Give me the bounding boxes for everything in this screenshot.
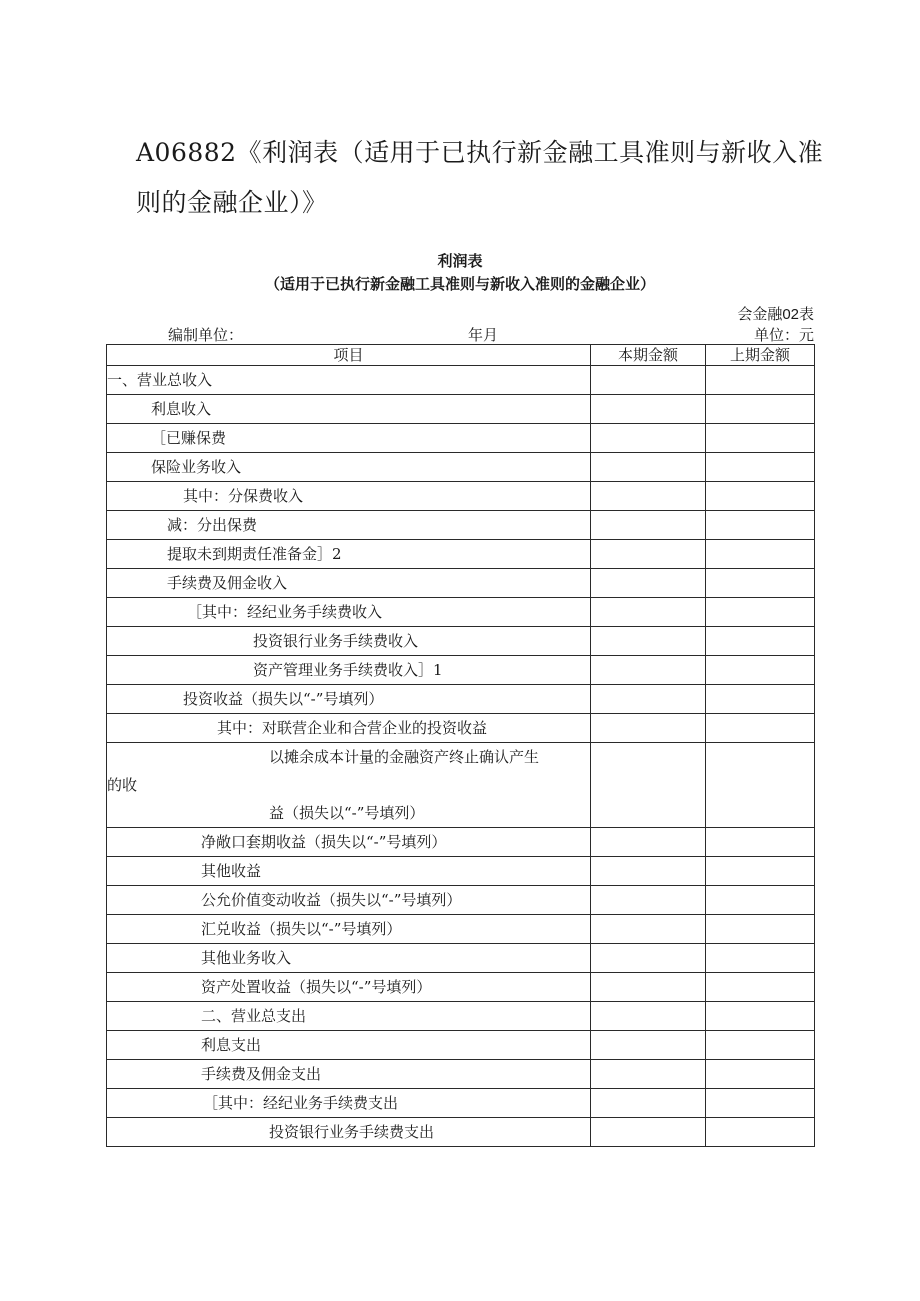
row-previous-amount[interactable]	[706, 857, 815, 886]
row-item: 投资银行业务手续费支出	[107, 1118, 591, 1147]
row-current-amount[interactable]	[591, 627, 706, 656]
row-item: 净敞口套期收益（损失以“-”号填列）	[107, 828, 591, 857]
row-item: 其他收益	[107, 857, 591, 886]
statement-subtitle: （适用于已执行新金融工具准则与新收入准则的金融企业）	[264, 275, 655, 293]
row-current-amount[interactable]	[591, 973, 706, 1002]
row-current-amount[interactable]	[591, 1089, 706, 1118]
row-previous-amount[interactable]	[706, 656, 815, 685]
row-previous-amount[interactable]	[706, 685, 815, 714]
row-previous-amount[interactable]	[706, 828, 815, 857]
table-row	[107, 569, 815, 598]
row-current-amount[interactable]	[591, 656, 706, 685]
row-item: ［其中：经纪业务手续费支出	[107, 1089, 591, 1118]
row-item: 其中：分保费收入	[107, 482, 591, 511]
row-previous-amount[interactable]	[706, 1060, 815, 1089]
row-current-amount[interactable]	[591, 1002, 706, 1031]
header-current-amount: 本期金额	[591, 345, 706, 366]
table-row	[107, 1089, 815, 1118]
row-current-amount[interactable]	[591, 915, 706, 944]
table-row	[107, 627, 815, 656]
table-row	[107, 973, 815, 1002]
period-label: 年月	[468, 326, 499, 344]
table-row	[107, 685, 815, 714]
table-row	[107, 714, 815, 743]
row-item: 二、营业总支出	[107, 1002, 591, 1031]
row-item: 减：分出保费	[107, 511, 591, 540]
row-previous-amount[interactable]	[706, 743, 815, 828]
table-row	[107, 424, 815, 453]
row-previous-amount[interactable]	[706, 569, 815, 598]
row-item-line: 以摊余成本计量的金融资产终止确认产生	[269, 748, 540, 766]
row-previous-amount[interactable]	[706, 915, 815, 944]
row-current-amount[interactable]	[591, 482, 706, 511]
row-item: 其中：对联营企业和合营企业的投资收益	[107, 714, 591, 743]
row-item: ［其中：经纪业务手续费收入	[107, 598, 591, 627]
row-item-multiline	[107, 743, 591, 828]
row-current-amount[interactable]	[591, 511, 706, 540]
row-current-amount[interactable]	[591, 886, 706, 915]
row-current-amount[interactable]	[591, 598, 706, 627]
row-current-amount[interactable]	[591, 944, 706, 973]
row-previous-amount[interactable]	[706, 1089, 815, 1118]
table-row	[107, 395, 815, 424]
row-item: 利息收入	[107, 395, 591, 424]
table-row	[107, 453, 815, 482]
row-item: 保险业务收入	[107, 453, 591, 482]
row-current-amount[interactable]	[591, 569, 706, 598]
row-current-amount[interactable]	[591, 366, 706, 395]
row-current-amount[interactable]	[591, 453, 706, 482]
row-previous-amount[interactable]	[706, 1002, 815, 1031]
row-current-amount[interactable]	[591, 395, 706, 424]
row-current-amount[interactable]	[591, 714, 706, 743]
row-previous-amount[interactable]	[706, 366, 815, 395]
row-item: 手续费及佣金收入	[107, 569, 591, 598]
preparer-label: 编制单位：	[168, 326, 244, 344]
row-current-amount[interactable]	[591, 1031, 706, 1060]
row-item: 汇兑收益（损失以“-”号填列）	[107, 915, 591, 944]
table-row	[107, 482, 815, 511]
table-row	[107, 886, 815, 915]
row-current-amount[interactable]	[591, 424, 706, 453]
table-row	[107, 1002, 815, 1031]
table-row	[107, 915, 815, 944]
row-current-amount[interactable]	[591, 828, 706, 857]
document-title: A06882《利润表（适用于已执行新金融工具准则与新收入准则的金融企业）》	[136, 138, 824, 217]
statement-title: 利润表	[437, 252, 483, 270]
row-previous-amount[interactable]	[706, 482, 815, 511]
table-row	[107, 598, 815, 627]
row-previous-amount[interactable]	[706, 944, 815, 973]
table-row	[107, 1118, 815, 1147]
row-previous-amount[interactable]	[706, 627, 815, 656]
row-item: 投资银行业务手续费收入	[107, 627, 591, 656]
table-row	[107, 1060, 815, 1089]
row-item: 提取未到期责任准备金］2	[107, 540, 591, 569]
row-item: 公允价值变动收益（损失以“-”号填列）	[107, 886, 591, 915]
row-item: 手续费及佣金支出	[107, 1060, 591, 1089]
header-item: 项目	[107, 345, 591, 366]
table-row	[107, 511, 815, 540]
row-previous-amount[interactable]	[706, 886, 815, 915]
table-row	[107, 366, 815, 395]
row-previous-amount[interactable]	[706, 714, 815, 743]
row-previous-amount[interactable]	[706, 1031, 815, 1060]
row-previous-amount[interactable]	[706, 1118, 815, 1147]
row-previous-amount[interactable]	[706, 424, 815, 453]
form-code: 会金融02表	[737, 306, 814, 323]
unit-label: 单位：元	[753, 326, 814, 344]
table-row	[107, 944, 815, 973]
table-row	[107, 857, 815, 886]
table-row	[107, 743, 815, 828]
row-current-amount[interactable]	[591, 857, 706, 886]
row-item: 资产管理业务手续费收入］1	[107, 656, 591, 685]
row-previous-amount[interactable]	[706, 395, 815, 424]
table-header-row	[107, 345, 815, 366]
row-previous-amount[interactable]	[706, 511, 815, 540]
row-current-amount[interactable]	[591, 743, 706, 828]
row-previous-amount[interactable]	[706, 453, 815, 482]
row-current-amount[interactable]	[591, 1118, 706, 1147]
row-previous-amount[interactable]	[706, 540, 815, 569]
row-current-amount[interactable]	[591, 685, 706, 714]
row-previous-amount[interactable]	[706, 598, 815, 627]
row-item: 资产处置收益（损失以“-”号填列）	[107, 973, 591, 1002]
header-previous-amount: 上期金额	[706, 345, 815, 366]
table-row	[107, 656, 815, 685]
row-item: 其他业务收入	[107, 944, 591, 973]
row-item: 利息支出	[107, 1031, 591, 1060]
row-item: 投资收益（损失以“-”号填列）	[107, 685, 591, 714]
row-current-amount[interactable]	[591, 540, 706, 569]
income-statement-table	[106, 344, 815, 1147]
table-row	[107, 1031, 815, 1060]
row-item-line: 益（损失以“-”号填列）	[269, 804, 425, 822]
row-current-amount[interactable]	[591, 1060, 706, 1089]
table-row	[107, 540, 815, 569]
row-item: 一、营业总收入	[107, 366, 591, 395]
row-item-line: 的收	[107, 776, 138, 794]
row-previous-amount[interactable]	[706, 973, 815, 1002]
table-row	[107, 828, 815, 857]
row-item: ［已赚保费	[107, 424, 591, 453]
